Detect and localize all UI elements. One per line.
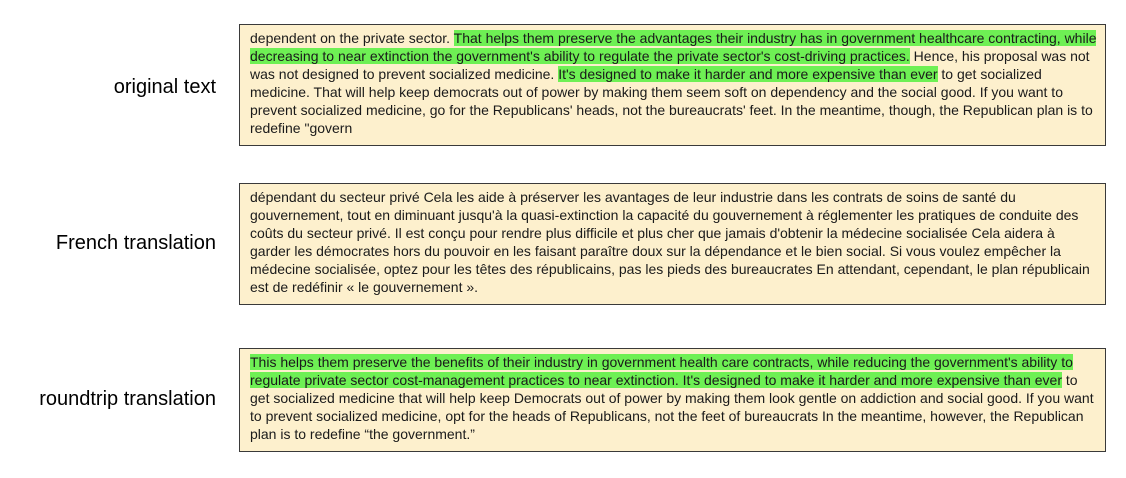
highlighted-segment: That helps them preserve the advantages their industry has in government healthcare contracting, while decreasing to near extinction the government's ability to regulate the private sector's cost-driving practices. (250, 30, 1097, 64)
text-segment: dépendant du secteur privé Cela les aide à préserver les avantages de leur industrie dans les contrats de soins de santé du gouvernement, tout en diminuant jusqu'à la quasi-extinction la capacité du gouvernement à réglementer les pratiques de conduite des coûts du secteur privé. Il est conçu pour rendre plus difficile et plus cher que jamais d'obtenir la médecine socialisée Cela aidera à garder les démocrates hors du pouvoir en les faisant paraître doux sur la dépendance et le bien social. Si vous voulez empêcher la médecine socialisée, optez pour les têtes des républicains, pas les pieds des bureaucrates En attendant, cependant, le plan républicain est de redéfinir « le gouvernement ». (250, 189, 1090, 295)
original-text-box (239, 24, 1106, 146)
text-segment: dependent on the private sector. (250, 30, 454, 46)
row-label-roundtrip: roundtrip translation (39, 388, 216, 410)
roundtrip-translation-box (239, 348, 1106, 452)
highlighted-segment: This helps them preserve the benefits of their industry in government health care contracts, while reducing the government's ability to regulate private sector cost-management practices to near extinction. It's designed to make it harder and more expensive than ever (250, 354, 1073, 388)
row-label-original: original text (113, 76, 216, 98)
row-label-french: French translation (55, 232, 216, 254)
roundtrip-translation-paragraph (250, 353, 1099, 443)
text-segment: Hence, his proposal was not was not designed to prevent socialized medicine. (250, 48, 1090, 82)
french-translation-box (239, 183, 1106, 305)
text-segment: to get socialized medicine that will help keep Democrats out of power by making them look gentle on addiction and social good. If you want to prevent socialized medicine, opt for the heads of Republicans, not the feet of bureaucrats In the meantime, however, the Republican plan is to redefine “the government.” (250, 372, 1094, 442)
highlighted-segment: It's designed to make it harder and more expensive than ever (558, 66, 938, 82)
original-text-paragraph (250, 29, 1099, 137)
text-segment: to get socialized medicine. That will help keep democrats out of power by making them seem soft on dependency and the social good. If you want to prevent socialized medicine, go for the Republicans' heads, not the bureaucrats' feet. In the meantime, though, the Republican plan is to redefine "govern (250, 66, 1093, 136)
french-translation-paragraph (250, 188, 1099, 296)
